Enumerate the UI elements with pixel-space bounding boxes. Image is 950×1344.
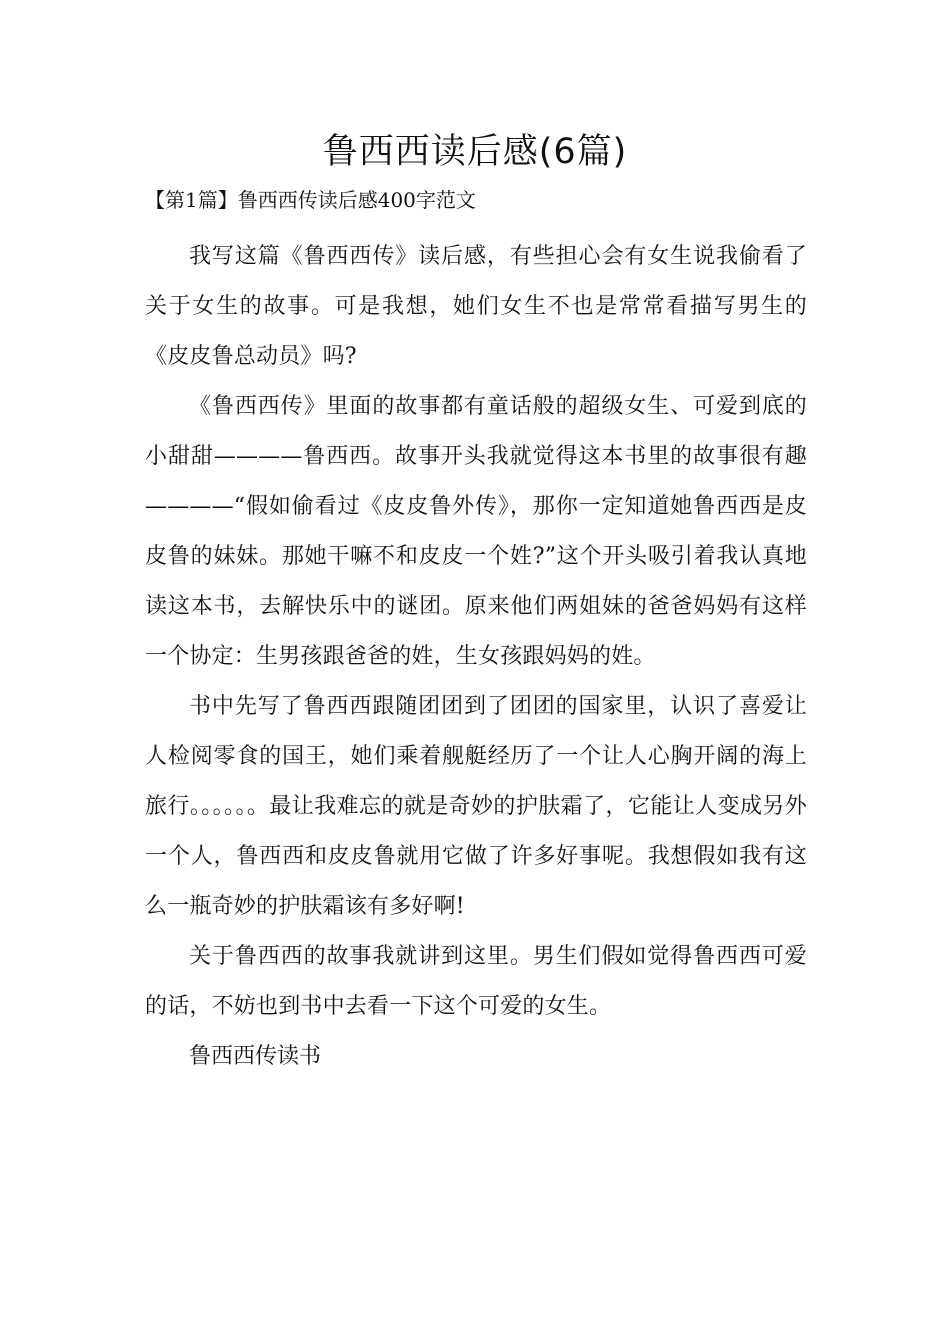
document-body (145, 232, 807, 1082)
paragraph: 我写这篇《鲁西西传》读后感，有些担心会有女生说我偷看了关于女生的故事。可是我想，她们女生不也是常常看描写男生的《皮皮鲁总动员》吗? (145, 244, 807, 369)
paragraph: 书中先写了鲁西西跟随团团到了团团的国家里，认识了喜爱让人检阅零食的国王，她们乘着舰艇经历了一个让人心胸开阔的海上旅行。。。。。。最让我难忘的就是奇妙的护肤霜了，它能让人变成另外一个人，鲁西西和皮皮鲁就用它做了许多好事呢。我想假如我有这么一瓶奇妙的护肤霜该有多好啊! (145, 694, 807, 919)
document-title: 鲁西西读后感(6篇) (322, 132, 628, 172)
closing-signature: 鲁西西传读书 (189, 1044, 322, 1069)
paragraph: 《鲁西西传》里面的故事都有童话般的超级女生、可爱到底的小甜甜————鲁西西。故事开头我就觉得这本书里的故事很有趣————“假如偷看过《皮皮鲁外传》，那你一定知道她鲁西西是皮皮鲁的妹妹。那她干嘛不和皮皮一个姓?”这个开头吸引着我认真地读这本书，去解快乐中的谜团。原来他们两姐妹的爸爸妈妈有这样一个协定：生男孩跟爸爸的姓，生女孩跟妈妈的姓。 (145, 394, 807, 669)
section-heading: 【第1篇】鲁西西传读后感400字范文 (145, 188, 476, 212)
paragraph: 关于鲁西西的故事我就讲到这里。男生们假如觉得鲁西西可爱的话，不妨也到书中去看一下这个可爱的女生。 (145, 944, 807, 1019)
